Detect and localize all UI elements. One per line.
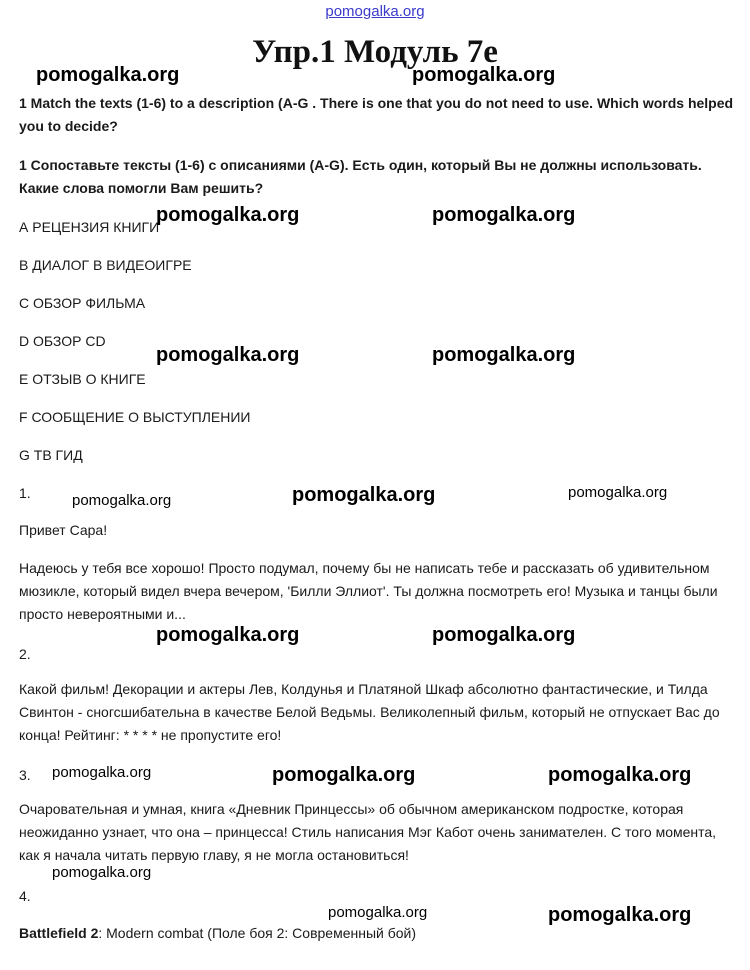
option-e: Е ОТЗЫВ О КНИГЕ: [19, 371, 146, 387]
text-1-greeting: Привет Сара!: [19, 522, 108, 538]
watermark-text: pomogalka.org: [292, 484, 436, 506]
watermark-text: pomogalka.org: [156, 344, 300, 366]
text-1-number: 1.: [19, 485, 31, 501]
watermark-text: pomogalka.org: [36, 64, 180, 86]
watermark-text: pomogalka.org: [156, 624, 300, 646]
text-3-body: Очаровательная и умная, книга «Дневник Принцессы» об обычном американском подростке, которая неожиданно узнает, что она – принцесса! Стиль написания Мэг Кабот очень занимателен. С того момента, как я начала читать первую главу, я не могла остановиться!: [19, 801, 717, 863]
option-a: А РЕЦЕНЗИЯ КНИГИ: [19, 219, 160, 235]
watermark-text: pomogalka.org: [272, 764, 416, 786]
option-f: F СООБЩЕНИЕ О ВЫСТУПЛЕНИИ: [19, 409, 251, 425]
watermark-text: pomogalka.org: [432, 624, 576, 646]
text-4-subtitle: : Modern combat (Поле боя 2: Современный бой): [98, 925, 417, 941]
text-4-bold-title: Battlefield 2: [19, 925, 99, 941]
watermark-text: pomogalka.org: [548, 904, 692, 926]
watermark-text: pomogalka.org: [432, 204, 576, 226]
instruction-english: 1 Match the texts (1-6) to a description (A-G . There is one that you do not need to use. Which words helped you to decide?: [19, 95, 734, 134]
text-2-number: 2.: [19, 646, 31, 662]
text-3-number: 3.: [19, 767, 31, 783]
site-link[interactable]: pomogalka.org: [325, 3, 425, 20]
watermark-text: pomogalka.org: [432, 344, 576, 366]
text-2-body: Какой фильм! Декорации и актеры Лев, Колдунья и Платяной Шкаф абсолютно фантастические, и Тилда Свинтон - сногсшибательна в качестве Белой Ведьмы. Великолепный фильм, который не отпускает Вас до конца! Рейтинг: * * * * не пропустите его!: [19, 681, 720, 743]
watermark-text: pomogalka.org: [52, 864, 152, 881]
option-g: G ТВ ГИД: [19, 447, 83, 463]
text-1-body: Надеюсь у тебя все хорошо! Просто подумал, почему бы не написать тебе и рассказать об удивительном мюзикле, который видел вчера вечером, 'Билли Эллиот'. Ты должна посмотреть его! Музыка и танцы были просто невероятными и...: [19, 560, 718, 622]
option-d: D ОБЗОР CD: [19, 333, 106, 349]
watermark-text: pomogalka.org: [52, 764, 152, 781]
watermark-text: pomogalka.org: [568, 484, 668, 501]
text-4-title: [19, 925, 416, 941]
page-title: Упр.1 Модуль 7е: [252, 34, 498, 70]
option-c: С ОБЗОР ФИЛЬМА: [19, 295, 146, 311]
watermark-text: pomogalka.org: [72, 492, 172, 509]
text-4-number: 4.: [19, 888, 31, 904]
watermark-text: pomogalka.org: [412, 64, 556, 86]
watermark-text: pomogalka.org: [548, 764, 692, 786]
watermark-text: pomogalka.org: [328, 904, 428, 921]
option-b: В ДИАЛОГ В ВИДЕОИГРЕ: [19, 257, 192, 273]
instruction-russian: 1 Сопоставьте тексты (1-6) с описаниями (A-G). Есть один, который Вы не должны использовать. Какие слова помогли Вам решить?: [19, 157, 702, 196]
watermark-text: pomogalka.org: [156, 204, 300, 226]
